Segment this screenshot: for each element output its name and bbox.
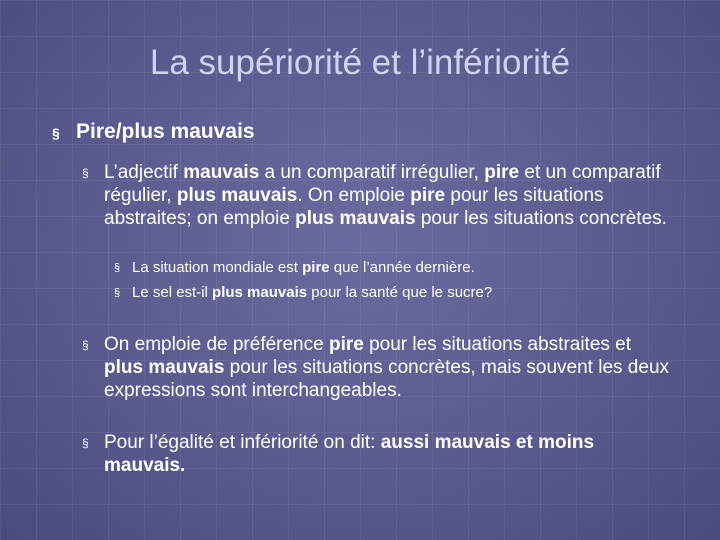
bullet-marker-icon: § bbox=[114, 287, 121, 299]
example-text: Le sel est-il plus mauvais pour la santé que le sucre? bbox=[132, 284, 493, 301]
paragraph-text: L’adjectif mauvais a un comparatif irrégulier, pire et un comparatif régulier, plus mauvais. On emploie pire pour les situations abstraites; on emploie plus mauvais pour les situations concrètes. bbox=[104, 162, 667, 229]
slide-title: La supériorité et l’infériorité bbox=[149, 43, 571, 82]
example-item bbox=[114, 259, 694, 277]
example-text: La situation mondiale est pire que l’année dernière. bbox=[132, 259, 475, 276]
bullet-marker-icon: § bbox=[82, 436, 89, 450]
bullet-marker-icon: § bbox=[52, 125, 60, 141]
heading-text: Pire/plus mauvais bbox=[76, 120, 255, 143]
bullet-marker-icon: § bbox=[82, 338, 89, 352]
bullet-marker-icon: § bbox=[82, 166, 89, 180]
bullet-marker-icon: § bbox=[114, 262, 121, 274]
paragraph-egalite bbox=[82, 431, 672, 477]
paragraph-text: On emploie de préférence pire pour les situations abstraites et plus mauvais pour les situations concrètes, mais souvent les deux expressions sont interchangeables. bbox=[104, 334, 670, 401]
heading-bullet bbox=[52, 120, 255, 144]
paragraph-comparatif bbox=[82, 161, 672, 230]
paragraph-text: Pour l’égalité et infériorité on dit: aussi mauvais et moins mauvais. bbox=[104, 432, 595, 476]
example-item bbox=[114, 284, 694, 302]
paragraph-preference bbox=[82, 333, 672, 402]
